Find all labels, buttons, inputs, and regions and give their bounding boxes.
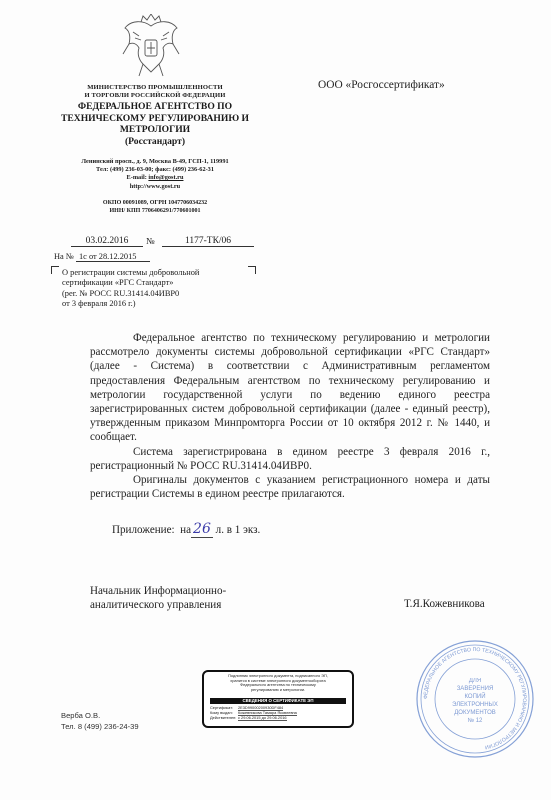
ministry-line-1: МИНИСТЕРСТВО ПРОМЫШЛЕННОСТИ (87, 84, 223, 91)
round-stamp-icon (414, 638, 536, 760)
certificate-rows (210, 705, 348, 720)
email-link[interactable]: info@gost.ru (148, 174, 184, 182)
stamp-line-6: № 12 (467, 718, 483, 724)
in-reply-to (54, 252, 150, 261)
cert-serial-label: Сертификат: (210, 705, 234, 710)
stamp-line-5: ДОКУМЕНТОВ (454, 710, 496, 716)
subject-corner-left (51, 266, 59, 274)
cert-owner-label: Кому выдан: (210, 710, 233, 715)
e-signature-notice (206, 674, 350, 692)
agency-line-2: ТЕХНИЧЕСКОМУ РЕГУЛИРОВАНИЮ И (60, 112, 250, 124)
signatory-title-line-1: Начальник Информационно- (90, 585, 227, 597)
signatory-name: Т.Я.Кожевникова (404, 598, 485, 610)
addressee: ООО «Росгосcертификат» (318, 79, 445, 91)
okpo-ogrn: ОКПО 00091089, ОГРН 1047706034232 (102, 200, 208, 206)
agency-line-3: МЕТРОЛОГИИ (119, 124, 191, 135)
in-reply-label: На № (54, 252, 74, 261)
outgoing-date: 03.02.2016 (71, 236, 143, 247)
stamp-ring-text: ФЕДЕРАЛЬНОЕ АГЕНТСТВО ПО ТЕХНИЧЕСКОМУ РЕГУЛИРОВАНИЮ И МЕТРОЛОГИИ (422, 646, 528, 750)
executor-phone: Тел. 8 (499) 236-24-39 (61, 722, 139, 731)
email-line (55, 174, 255, 182)
notice-line-3: Федерального агентства по техническому (240, 682, 316, 688)
website-link[interactable]: http://www.gost.ru (129, 182, 181, 190)
letter-body (90, 331, 490, 501)
subject-line-2: сертификации «РГС Стандарт» (62, 278, 174, 288)
appendix-prefix: на (180, 524, 192, 536)
signatory-title-line-2: аналитического управления (90, 599, 222, 612)
stamp-line-4: ЭЛЕКТРОННЫХ (452, 702, 498, 708)
executor-name: Верба О.В. (61, 711, 101, 720)
agency-short-name: (Росстандарт) (124, 135, 186, 147)
notice-line-1: Подлинник электронного документа, подписанного ЭП, (228, 673, 328, 678)
subject-line-3: (рег. № РОСС RU.31414.04ИВР0 (62, 288, 180, 298)
stamp-line-3: КОПИЙ (464, 694, 486, 700)
notice-line-4: регулированию и метрологии. (250, 686, 306, 692)
ministry-line-2: И ТОРГОВЛИ РОССИЙСКОЙ ФЕДЕРАЦИИ (84, 92, 226, 99)
cert-owner-value: Кожевникова Тамара Яковлевна (238, 710, 297, 715)
coat-of-arms-icon (121, 14, 181, 80)
agency-line-1: ФЕДЕРАЛЬНОЕ АГЕНТСТВО ПО (77, 101, 233, 112)
stamp-line-1: ДЛЯ (468, 678, 482, 684)
appendix-pages-handwritten: 26 (193, 521, 211, 537)
subject-line-4: от 3 февраля 2016 г.) (62, 299, 136, 309)
executor-info (61, 710, 139, 732)
contact-block (55, 158, 255, 191)
cert-serial-value: 2E3D99000200930DF484 (238, 705, 284, 710)
phone-fax: Тел: (499) 236-03-00; факс: (499) 236-62-31 (96, 166, 214, 174)
in-reply-value: 1с от 28.12.2015 (76, 252, 151, 262)
notice-line-2: хранится в системе электронного документооборота (230, 677, 326, 683)
subject-line-1: О регистрации системы добровольной (62, 268, 200, 277)
signatory-title (90, 584, 226, 613)
body-paragraph-1: Федеральное агентство по техническому регулированию и метрологии рассмотрело документы системы добровольной сертификации «РГС Стандарт» (далее - Система) в соответствии с Административным регламентом предоставления Федеральным агентством по техническому регулированию и метрологии государственной услуги по ведению единого реестра зарегистрированных систем добровольной сертификации (далее - единый реестр), утвержденным приказом Минпромторга России от 10 октября 2012 г. № 1440, и сообщает. (90, 332, 490, 444)
cert-validity-value: с 29.06.2015 до 29.06.2016 (238, 715, 287, 720)
cert-validity-label: Действителен: (210, 715, 237, 720)
appendix-line (112, 521, 260, 537)
body-paragraph-3: Оригиналы документов с указанием регистрационного номера и даты регистрации Системы в едином реестре прилагаются. (90, 474, 490, 501)
outgoing-number: 1177-ТК/06 (162, 236, 254, 247)
number-sign: № (146, 236, 155, 246)
appendix-suffix: л. в 1 экз. (215, 524, 261, 536)
stamp-line-2: ЗАВЕРЕНИЯ (456, 686, 494, 692)
subject-corner-right (248, 266, 256, 274)
ministry-name (55, 84, 255, 100)
e-signature-certificate (202, 670, 354, 728)
body-paragraph-2: Система зарегистрирована в едином реестре 3 февраля 2016 г., регистрационный № РОСС RU.31414.04ИВР0. (90, 445, 490, 472)
certificate-row (210, 715, 348, 720)
address: Ленинский просп., д. 9, Москва В-49, ГСП-1, 119991 (81, 158, 229, 165)
registration-codes (55, 200, 255, 215)
agency-name (55, 101, 255, 147)
inn-kpp: ИНН/ КПП 7706406291/770601001 (109, 207, 201, 214)
appendix-label: Приложение: (112, 524, 175, 536)
email-label: E-mail: (126, 174, 149, 182)
subject (62, 268, 199, 310)
certificate-band: СВЕДЕНИЯ О СЕРТИФИКАТЕ ЭП (210, 698, 346, 704)
